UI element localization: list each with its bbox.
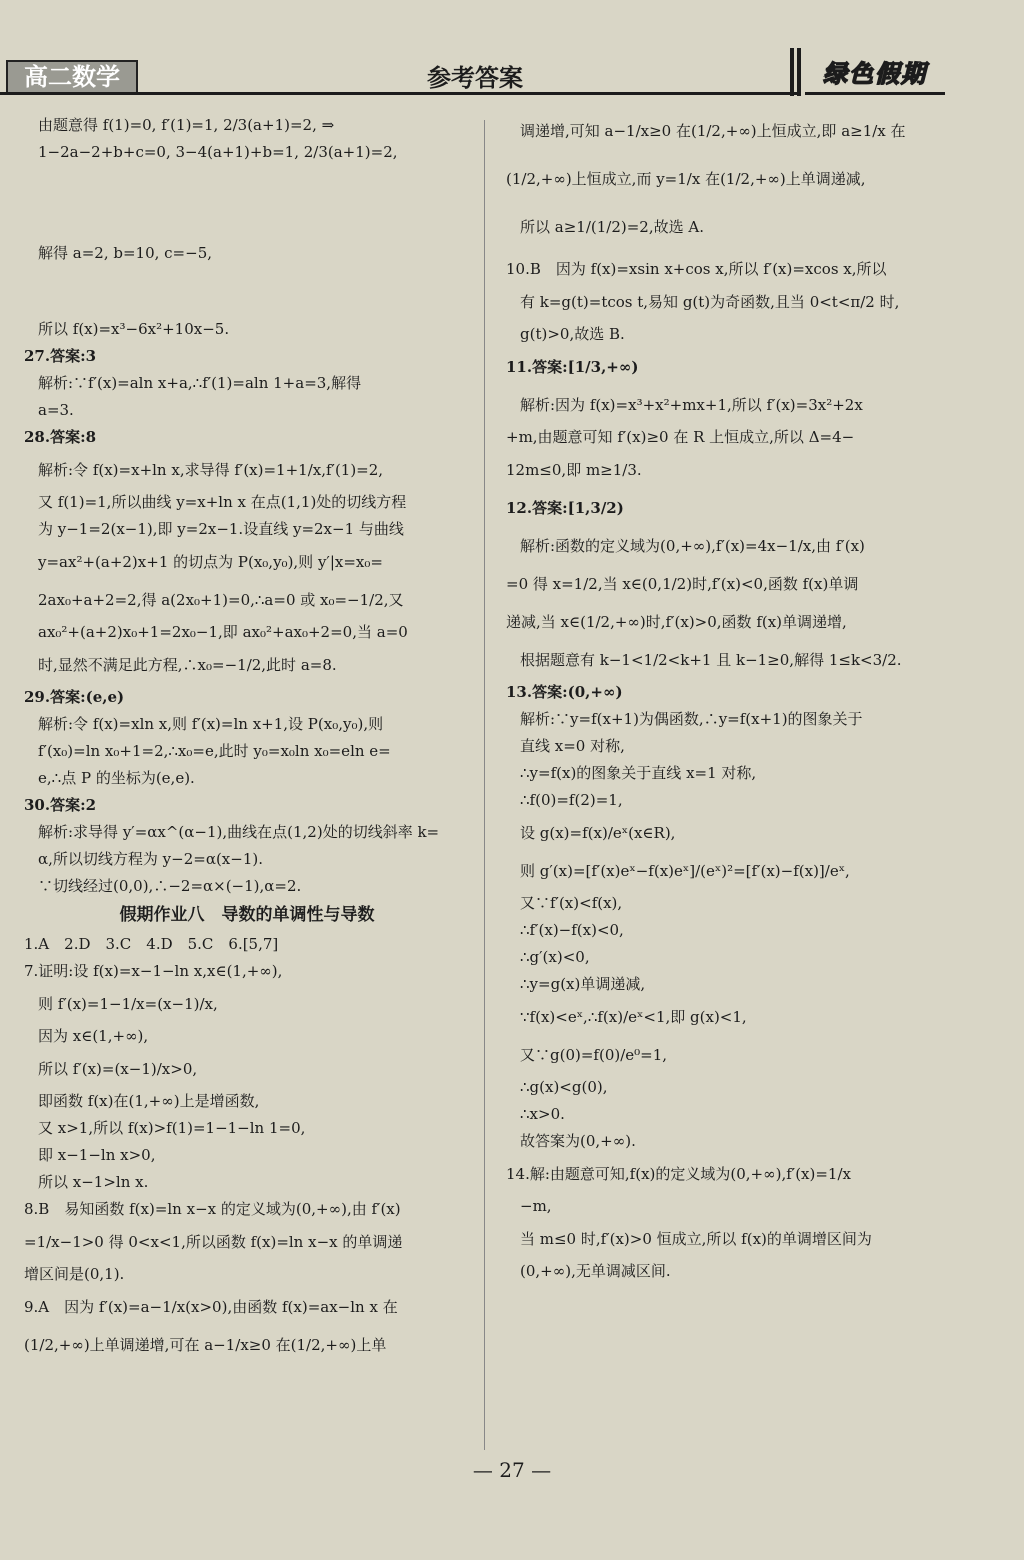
text-line: 解析:∵f′(x)=aln x+a,∴f′(1)=aln 1+a=3,解得 bbox=[38, 374, 362, 392]
text-line: 又∵g(0)=f(0)/e⁰=1, bbox=[520, 1046, 668, 1064]
text-line: ∵切线经过(0,0),∴−2=α×(−1),α=2. bbox=[38, 877, 302, 895]
answer-heading: 11.答案:[1/3,+∞) bbox=[506, 358, 639, 376]
page-number: — 27 — bbox=[472, 1458, 552, 1482]
grade-label: 高二数学 bbox=[6, 60, 138, 94]
text-line: 由题意得 f(1)=0, f′(1)=1, 2/3(a+1)=2, ⇒ 1−2a−2+b+c=0, 3−4(a+1)+b=1, 2/3(a+1)=2, bbox=[38, 116, 398, 161]
text-line: 解析:∵y=f(x+1)为偶函数,∴y=f(x+1)的图象关于 bbox=[520, 710, 863, 728]
text-line: ∴x>0. bbox=[520, 1105, 565, 1123]
text-line: 解析:求导得 y′=αx^(α−1),曲线在点(1,2)处的切线斜率 k= bbox=[38, 823, 440, 841]
column-divider bbox=[484, 120, 485, 1450]
page-header bbox=[0, 48, 1024, 106]
text-line: 设 g(x)=f(x)/eˣ(x∈R), bbox=[520, 824, 676, 842]
text-line: 时,显然不满足此方程,∴x₀=−1/2,此时 a=8. bbox=[38, 656, 337, 674]
text-line: (1/2,+∞)上单调递增,可在 a−1/x≥0 在(1/2,+∞)上单 bbox=[24, 1336, 387, 1354]
text-line: 又 x>1,所以 f(x)>f(1)=1−1−ln 1=0, bbox=[38, 1119, 306, 1137]
text-line: 解析:令 f(x)=xln x,则 f′(x)=ln x+1,设 P(x₀,y₀),则 bbox=[38, 715, 384, 733]
text-line: ax₀²+(a+2)x₀+1=2x₀−1,即 ax₀²+ax₀+2=0,当 a=0 bbox=[38, 623, 408, 641]
text-line: 解析:因为 f(x)=x³+x²+mx+1,所以 f′(x)=3x²+2x bbox=[520, 396, 863, 414]
text-line: 有 k=g(t)=tcos t,易知 g(t)为奇函数,且当 0<t<π/2 时, bbox=[520, 293, 900, 311]
answer-heading: 29.答案:(e,e) bbox=[24, 688, 125, 706]
brand-bars bbox=[790, 48, 802, 98]
text-line: 1.A 2.D 3.C 4.D 5.C 6.[5,7] bbox=[24, 935, 279, 953]
text-line: 所以 a≥1/(1/2)=2,故选 A. bbox=[520, 218, 704, 236]
text-line: 解析:函数的定义域为(0,+∞),f′(x)=4x−1/x,由 f′(x) bbox=[520, 537, 865, 555]
text-line: 则 f′(x)=1−1/x=(x−1)/x, bbox=[38, 995, 218, 1013]
text-line: 增区间是(0,1). bbox=[24, 1265, 125, 1283]
text-line: +m,由题意可知 f′(x)≥0 在 R 上恒成立,所以 Δ=4− bbox=[506, 428, 855, 446]
text-line: ∴g′(x)<0, bbox=[520, 948, 590, 966]
page-title: 参考答案 bbox=[427, 64, 523, 92]
text-line: 又∵f′(x)<f(x), bbox=[520, 894, 623, 912]
text-line: 2ax₀+a+2=2,得 a(2x₀+1)=0,∴a=0 或 x₀=−1/2,又 bbox=[38, 591, 404, 609]
text-line: 则 g′(x)=[f′(x)eˣ−f(x)eˣ]/(eˣ)²=[f′(x)−f(x)]/eˣ, bbox=[520, 862, 850, 880]
text-line: 即函数 f(x)在(1,+∞)上是增函数, bbox=[38, 1092, 260, 1110]
answer-heading: 13.答案:(0,+∞) bbox=[506, 683, 623, 701]
text-line: e,∴点 P 的坐标为(e,e). bbox=[38, 769, 195, 787]
text-line: 根据题意有 k−1<1/2<k+1 且 k−1≥0,解得 1≤k<3/2. bbox=[520, 651, 902, 669]
text-line: 解析:令 f(x)=x+ln x,求导得 f′(x)=1+1/x,f′(1)=2, bbox=[38, 461, 384, 479]
text-line: 因为 x∈(1,+∞), bbox=[38, 1027, 149, 1045]
text-line: 12m≤0,即 m≥1/3. bbox=[506, 461, 642, 479]
answer-heading: 28.答案:8 bbox=[24, 428, 97, 446]
text-line: ∴f(0)=f(2)=1, bbox=[520, 791, 623, 809]
text-line: =1/x−1>0 得 0<x<1,所以函数 f(x)=ln x−x 的单调递 bbox=[24, 1233, 403, 1251]
text-line: 调递增,可知 a−1/x≥0 在(1/2,+∞)上恒成立,即 a≥1/x 在 bbox=[520, 122, 906, 140]
text-line: 直线 x=0 对称, bbox=[520, 737, 625, 755]
text-line: ∴y=g(x)单调递减, bbox=[520, 975, 646, 993]
text-line: (0,+∞),无单调减区间. bbox=[520, 1262, 671, 1280]
text-line: (1/2,+∞)上恒成立,而 y=1/x 在(1/2,+∞)上单调递减, bbox=[506, 170, 866, 188]
text-line: 14.解:由题意可知,f(x)的定义域为(0,+∞),f′(x)=1/x bbox=[506, 1165, 851, 1183]
left-column bbox=[24, 112, 470, 1364]
text-line: 当 m≤0 时,f′(x)>0 恒成立,所以 f(x)的单调增区间为 bbox=[520, 1230, 872, 1248]
text-line: α,所以切线方程为 y−2=α(x−1). bbox=[38, 850, 263, 868]
answer-heading: 30.答案:2 bbox=[24, 796, 97, 814]
header-rule bbox=[0, 92, 800, 95]
text-line: g(t)>0,故选 B. bbox=[520, 325, 625, 343]
text-line: −m, bbox=[520, 1197, 552, 1215]
right-column bbox=[506, 112, 952, 1285]
text-line: 所以 f′(x)=(x−1)/x>0, bbox=[38, 1060, 198, 1078]
text-line: ∴f′(x)−f(x)<0, bbox=[520, 921, 624, 939]
text-line: 又 f(1)=1,所以曲线 y=x+ln x 在点(1,1)处的切线方程 bbox=[38, 493, 407, 511]
text-line: ∴y=f(x)的图象关于直线 x=1 对称, bbox=[520, 764, 757, 782]
text-line: ∴g(x)<g(0), bbox=[520, 1078, 608, 1096]
text-line: a=3. bbox=[38, 401, 74, 419]
text-line: y=ax²+(a+2)x+1 的切点为 P(x₀,y₀),则 y′|x=x₀= bbox=[38, 553, 383, 571]
text-line: 即 x−1−ln x>0, bbox=[38, 1146, 156, 1164]
answer-heading: 27.答案:3 bbox=[24, 347, 97, 365]
text-line: 10.B 因为 f(x)=xsin x+cos x,所以 f′(x)=xcos x,所以 bbox=[506, 260, 887, 278]
text-line: 所以 f(x)=x³−6x²+10x−5. bbox=[38, 320, 230, 338]
answer-heading: 12.答案:[1,3/2) bbox=[506, 499, 624, 517]
text-line: f′(x₀)=ln x₀+1=2,∴x₀=e,此时 y₀=x₀ln x₀=eln e= bbox=[38, 742, 391, 760]
text-line: =0 得 x=1/2,当 x∈(0,1/2)时,f′(x)<0,函数 f(x)单调 bbox=[506, 575, 859, 593]
text-line: 为 y−1=2(x−1),即 y=2x−1.设直线 y=2x−1 与曲线 bbox=[38, 520, 404, 538]
text-line: 解得 a=2, b=10, c=−5, bbox=[38, 244, 213, 262]
brand-logo: 绿色假期 bbox=[823, 60, 927, 88]
text-line: 7.证明:设 f(x)=x−1−ln x,x∈(1,+∞), bbox=[24, 962, 283, 980]
text-line: ∵f(x)<eˣ,∴f(x)/eˣ<1,即 g(x)<1, bbox=[520, 1008, 747, 1026]
section-title: 假期作业八 导数的单调性与导数 bbox=[119, 905, 375, 925]
text-line: 故答案为(0,+∞). bbox=[520, 1132, 636, 1150]
text-line: 8.B 易知函数 f(x)=ln x−x 的定义域为(0,+∞),由 f′(x) bbox=[24, 1200, 401, 1218]
text-line: 所以 x−1>ln x. bbox=[38, 1173, 149, 1191]
brand-underline bbox=[805, 92, 945, 95]
text-line: 递减,当 x∈(1/2,+∞)时,f′(x)>0,函数 f(x)单调递增, bbox=[506, 613, 847, 631]
text-line: 9.A 因为 f′(x)=a−1/x(x>0),由函数 f(x)=ax−ln x 在 bbox=[24, 1298, 398, 1316]
